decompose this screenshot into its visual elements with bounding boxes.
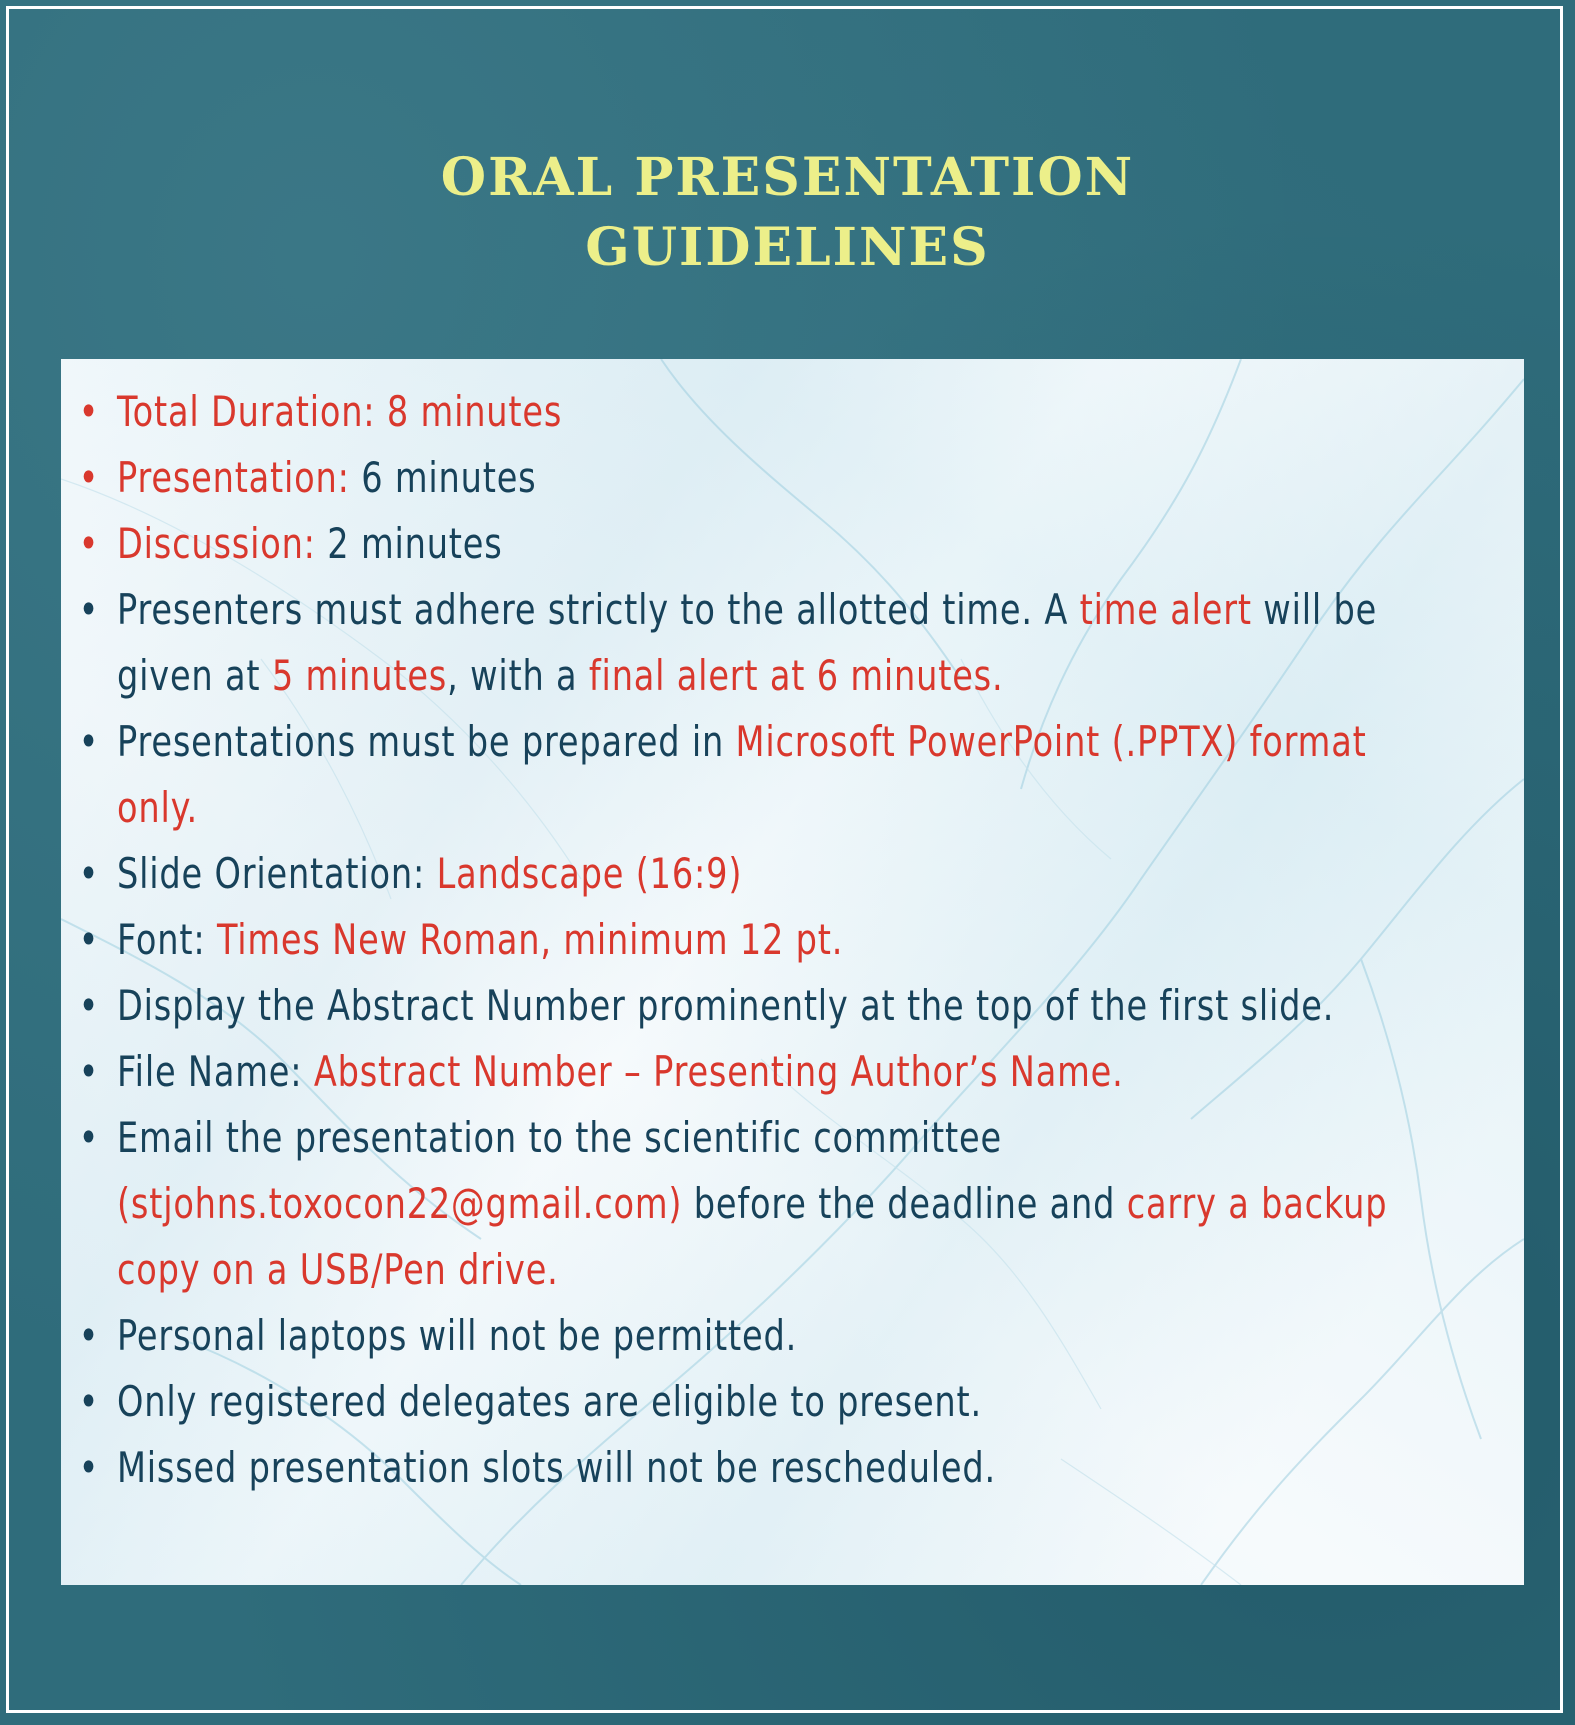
guideline-text: File Name: — [117, 1047, 314, 1096]
guideline-text: Email the presentation to the scientific committee — [117, 1113, 1002, 1162]
guideline-text: Only registered delegates are eligible to present. — [117, 1377, 982, 1426]
guideline-text: Presentation: — [117, 453, 350, 502]
guideline-item — [61, 709, 1421, 841]
guideline-text: Total Duration: 8 minutes — [117, 387, 563, 436]
guideline-item — [61, 973, 1421, 1039]
guideline-text: before the deadline and — [682, 1179, 1127, 1228]
guideline-item — [61, 379, 1421, 445]
guideline-item — [61, 907, 1421, 973]
guidelines-panel — [61, 359, 1524, 1585]
guideline-item — [61, 577, 1421, 709]
guideline-text: Times New Roman, minimum 12 pt. — [216, 915, 844, 964]
guideline-text: Microsoft PowerPoint (.PPTX) format only. — [117, 717, 1367, 832]
guideline-item — [61, 841, 1421, 907]
guideline-item — [61, 445, 1421, 511]
guideline-item — [61, 511, 1421, 577]
guideline-text: Personal laptops will not be permitted. — [117, 1311, 798, 1360]
page-title — [0, 143, 1575, 283]
guideline-text: will be given at — [117, 585, 1378, 700]
guideline-text: Presentations must be prepared in — [117, 717, 736, 766]
guideline-text: Discussion: — [117, 519, 316, 568]
guideline-item — [61, 1435, 1421, 1501]
guideline-text: Font: — [117, 915, 217, 964]
guideline-text: final alert at 6 minutes. — [588, 651, 1004, 700]
guidelines-list — [61, 379, 1524, 1501]
guideline-text: Landscape (16:9) — [436, 849, 743, 898]
guideline-item — [61, 1105, 1421, 1303]
guideline-text: 5 minutes — [271, 651, 448, 700]
guideline-text: time alert — [1079, 585, 1252, 634]
guideline-item — [61, 1369, 1421, 1435]
guideline-text: 2 minutes — [315, 519, 503, 568]
guideline-text: 6 minutes — [349, 453, 537, 502]
guideline-text: (stjohns.toxocon22@gmail.com) — [117, 1179, 683, 1228]
guideline-text: , with a — [447, 651, 589, 700]
guideline-text: Slide Orientation: — [117, 849, 437, 898]
guideline-text: Display the Abstract Number prominently at the top of the first slide. — [117, 981, 1335, 1030]
guideline-text: Presenters must adhere strictly to the allotted time. A — [117, 585, 1080, 634]
guideline-item — [61, 1303, 1421, 1369]
title-line-1: ORAL PRESENTATION — [440, 146, 1135, 208]
guideline-text: Abstract Number – Presenting Author’s Name. — [313, 1047, 1124, 1096]
guideline-text: carry a backup copy on a USB/Pen drive. — [117, 1179, 1388, 1294]
guideline-text: Missed presentation slots will not be rescheduled. — [117, 1443, 997, 1492]
title-line-2: GUIDELINES — [585, 216, 990, 278]
guideline-item — [61, 1039, 1421, 1105]
